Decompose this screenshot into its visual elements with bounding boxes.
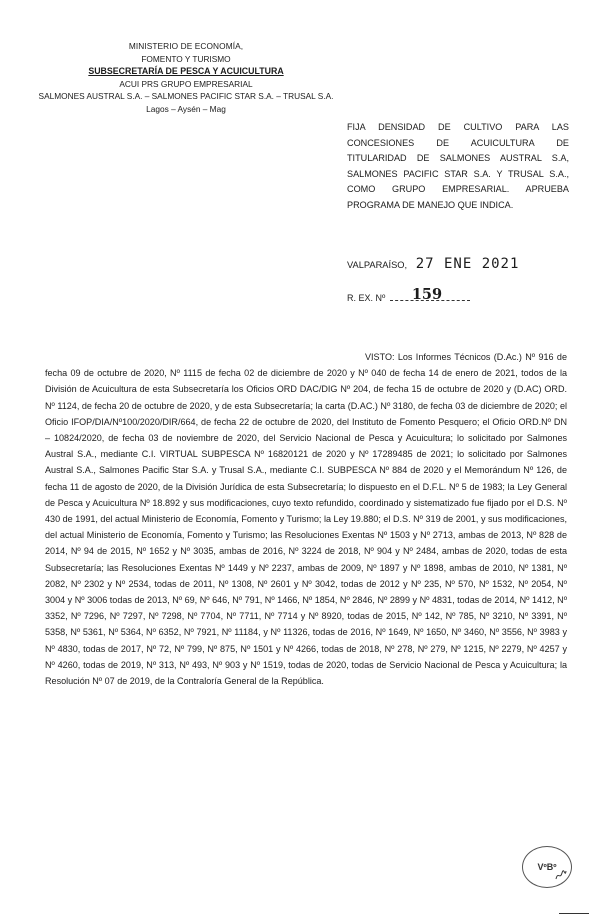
rex-number-field [390, 286, 470, 303]
date-line [347, 256, 519, 272]
rex-label: R. EX. Nº [347, 293, 386, 303]
approval-stamp [522, 846, 572, 888]
ministry-name: MINISTERIO DE ECONOMÍA, [128, 41, 244, 51]
approval-stamp-mark: VºBº [537, 862, 557, 872]
resolution-number-line [347, 286, 470, 303]
resolution-summary: FIJA DENSIDAD DE CULTIVO PARA LAS CONCESIONES DE ACUICULTURA DE TITULARIDAD DE SALMONES AUSTRAL S.A, SALMONES PACIFIC STAR S.A. Y TRUSAL S.A., COMO GRUPO EMPRESARIAL. APRUEBA PROGRAMA DE MANEJO QUE INDICA. [347, 122, 569, 210]
letterhead [36, 40, 336, 116]
subsecretaria-name: SUBSECRETARÍA DE PESCA Y ACUICULTURA [88, 66, 284, 77]
region-line: Lagos – Aysén – Mag [146, 103, 226, 114]
page-divider [559, 913, 589, 914]
rex-number: 159 [411, 286, 443, 303]
visto-paragraph: VISTO: Los Informes Técnicos (D.Ac.) Nº 916 de fecha 09 de octubre de 2020, Nº 1115 de fecha 02 de diciembre de 2020 y Nº 040 de fecha 14 de enero de 2021, todos de la División de Acuicultura de esta Subsecretaría los Oficios ORD DAC/DIG Nº 204, de fecha 15 de octubre de 2020 y (D.AC) ORD. Nº 1124, de fecha 20 de octubre de 2020, y de esta Subsecretaría; la carta (D.AC.) Nº 3180, de fecha 03 de diciembre de 2020; el Oficio IFOP/DIA/Nº100/2020/DIR/664, de fecha 22 de octubre de 2020, del Instituto de Fomento Pesquero; el Oficio ORD.Nº DN – 10824/2020, de fecha 03 de noviembre de 2020, del Servicio Nacional de Pesca y Acuicultura; lo solicitado por Salmones Austral S.A., mediante C.I. VIRTUAL SUBPESCA Nº 16820121 de 2020 y Nº 17289485 de 2021; lo solicitado por Salmones Austral S.A., Salmones Pacific Star S.A. y Trusal S.A., mediante C.I. SUBPESCA Nº 884 de 2020 y el Memorándum Nº 126, de fecha 11 de agosto de 2020, de la División Jurídica de esta Subsecretaría; lo dispuesto en el D.F.L. Nº 5 de 1983; la Ley General de Pesca y Acuicultura Nº 18.892 y sus modificaciones, cuyo texto refundido, coordinado y sistematizado fue fijado por el D.S. Nº 430 de 1991, del actual Ministerio de Economía, Fomento y Turismo; la Ley 19.880; el D.S. Nº 319 de 2001, y sus modificaciones, del actual Ministerio de Economía, Fomento y Turismo; las Resoluciones Exentas Nº 1503 y Nº 2713, ambas de 2013, Nº 828 de 2014, Nº 94 de 2015, Nº 1652 y Nº 3035, ambas de 2016, Nº 3224 de 2018, Nº 904 y Nº 2484, ambas de 2020, todas de esta Subsecretaría; las Resoluciones Exentas Nº 1449 y Nº 2237, ambas de 2009, Nº 1897 y Nº 1898, ambas de 2010, Nº 1381, Nº 2082, Nº 2302 y Nº 2534, todas de 2011, Nº 1308, Nº 2601 y Nº 3042, todas de 2012 y Nº 235, Nº 570, Nº 1532, Nº 2054, Nº 3004 y Nº 3006 todas de 2013, Nº 69, Nº 646, Nº 791, Nº 1466, Nº 1854, Nº 2846, Nº 2899 y Nº 4831, todas de 2014, Nº 1412, Nº 3352, Nº 7296, Nº 7297, Nº 7298, Nº 7704, Nº 7711, Nº 7714 y Nº 8920, todas de 2015, Nº 142, Nº 785, Nº 3210, Nº 3391, Nº 5358, Nº 5361, Nº 5364, Nº 6352, Nº 7921, Nº 11184, y Nº 11326, todas de 2016, Nº 1649, Nº 1650, Nº 3460, Nº 3556, Nº 3983 y Nº 4830, todas de 2017, Nº 72, Nº 799, Nº 875, Nº 1501 y Nº 4266, todas de 2018, Nº 278, Nº 279, Nº 1215, Nº 2279, Nº 4257 y Nº 4260, todas de 2019, Nº 313, Nº 493, Nº 903 y Nº 1519, todas de 2020, todas de Servicio Nacional de Pesca y Acuicultura; la Resolución Nº 07 de 2019, de la Contraloría General de la República. [45, 352, 567, 687]
empresas-line: SALMONES AUSTRAL S.A. – SALMONES PACIFIC STAR S.A. – TRUSAL S.A. [38, 91, 334, 102]
ministry-name-line2: FOMENTO Y TURISMO [141, 53, 231, 64]
date-stamp: 27 ENE 2021 [415, 256, 520, 272]
city: VALPARAÍSO, [347, 260, 408, 270]
signature-icon [555, 869, 567, 881]
grupo-line: ACUI PRS GRUPO EMPRESARIAL [119, 78, 253, 89]
